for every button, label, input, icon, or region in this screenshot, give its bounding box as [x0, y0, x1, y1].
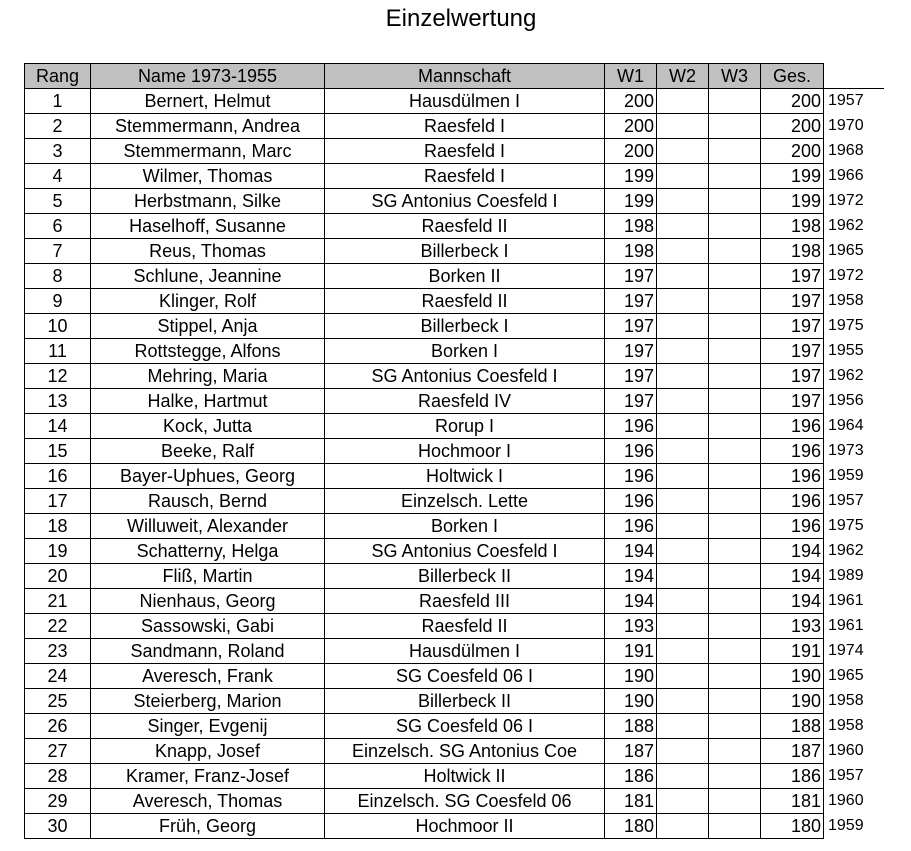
- cell-ges: 194: [761, 589, 824, 614]
- table-row: [25, 764, 884, 789]
- cell-ges: 196: [761, 489, 824, 514]
- cell-name: Kramer, Franz-Josef: [91, 764, 325, 789]
- cell-w3: [709, 539, 761, 564]
- cell-rang: 11: [25, 339, 91, 364]
- cell-rang: 30: [25, 814, 91, 839]
- cell-w2: [657, 314, 709, 339]
- cell-rang: 22: [25, 614, 91, 639]
- cell-w2: [657, 639, 709, 664]
- cell-jahrgang: 1956: [824, 389, 884, 414]
- cell-w1: 197: [605, 314, 657, 339]
- cell-w3: [709, 214, 761, 239]
- table-row: [25, 239, 884, 264]
- cell-rang: 23: [25, 639, 91, 664]
- cell-rang: 15: [25, 439, 91, 464]
- cell-rang: 1: [25, 89, 91, 114]
- cell-rang: 12: [25, 364, 91, 389]
- cell-w1: 197: [605, 389, 657, 414]
- cell-w2: [657, 439, 709, 464]
- cell-rang: 26: [25, 714, 91, 739]
- cell-ges: 193: [761, 614, 824, 639]
- cell-w2: [657, 239, 709, 264]
- header-w1: W1: [605, 64, 657, 89]
- cell-name: Stippel, Anja: [91, 314, 325, 339]
- table-row: [25, 339, 884, 364]
- cell-ges: 186: [761, 764, 824, 789]
- header-ges: Ges.: [761, 64, 824, 89]
- table-row: [25, 114, 884, 139]
- cell-w1: 196: [605, 514, 657, 539]
- cell-mannschaft: Hochmoor I: [325, 439, 605, 464]
- cell-ges: 190: [761, 689, 824, 714]
- table-row: [25, 414, 884, 439]
- cell-rang: 27: [25, 739, 91, 764]
- cell-w2: [657, 364, 709, 389]
- cell-w1: 181: [605, 789, 657, 814]
- cell-w3: [709, 114, 761, 139]
- cell-w2: [657, 589, 709, 614]
- cell-jahrgang: 1966: [824, 164, 884, 189]
- header-mannschaft: Mannschaft: [325, 64, 605, 89]
- cell-rang: 14: [25, 414, 91, 439]
- table-row: [25, 464, 884, 489]
- cell-w3: [709, 89, 761, 114]
- cell-w3: [709, 789, 761, 814]
- table-row: [25, 189, 884, 214]
- cell-mannschaft: SG Coesfeld 06 I: [325, 664, 605, 689]
- cell-ges: 180: [761, 814, 824, 839]
- cell-mannschaft: Holtwick I: [325, 464, 605, 489]
- cell-name: Halke, Hartmut: [91, 389, 325, 414]
- cell-w2: [657, 264, 709, 289]
- cell-w1: 199: [605, 164, 657, 189]
- cell-mannschaft: Einzelsch. SG Antonius Coe: [325, 739, 605, 764]
- header-name: Name 1973-1955: [91, 64, 325, 89]
- cell-jahrgang: 1961: [824, 589, 884, 614]
- cell-rang: 6: [25, 214, 91, 239]
- cell-w2: [657, 764, 709, 789]
- table-row: [25, 539, 884, 564]
- cell-w2: [657, 714, 709, 739]
- cell-w1: 198: [605, 214, 657, 239]
- cell-rang: 8: [25, 264, 91, 289]
- table-row: [25, 389, 884, 414]
- cell-rang: 18: [25, 514, 91, 539]
- cell-rang: 4: [25, 164, 91, 189]
- cell-name: Knapp, Josef: [91, 739, 325, 764]
- cell-rang: 2: [25, 114, 91, 139]
- cell-jahrgang: 1957: [824, 89, 884, 114]
- cell-mannschaft: Billerbeck II: [325, 564, 605, 589]
- cell-name: Wilmer, Thomas: [91, 164, 325, 189]
- cell-w2: [657, 539, 709, 564]
- cell-rang: 25: [25, 689, 91, 714]
- cell-jahrgang: 1989: [824, 564, 884, 589]
- cell-w3: [709, 464, 761, 489]
- table-row: [25, 789, 884, 814]
- cell-ges: 187: [761, 739, 824, 764]
- table-row: [25, 439, 884, 464]
- table-row: [25, 489, 884, 514]
- cell-w2: [657, 414, 709, 439]
- cell-w1: 200: [605, 89, 657, 114]
- page-title: Einzelwertung: [385, 5, 537, 32]
- cell-ges: 199: [761, 189, 824, 214]
- cell-mannschaft: SG Antonius Coesfeld I: [325, 539, 605, 564]
- cell-mannschaft: Borken I: [325, 514, 605, 539]
- cell-w2: [657, 664, 709, 689]
- cell-w1: 196: [605, 464, 657, 489]
- table-row: [25, 314, 884, 339]
- cell-w2: [657, 564, 709, 589]
- cell-w3: [709, 739, 761, 764]
- cell-mannschaft: Raesfeld III: [325, 589, 605, 614]
- cell-ges: 196: [761, 514, 824, 539]
- cell-jahrgang: 1975: [824, 514, 884, 539]
- cell-rang: 20: [25, 564, 91, 589]
- cell-w3: [709, 664, 761, 689]
- cell-rang: 16: [25, 464, 91, 489]
- cell-name: Haselhoff, Susanne: [91, 214, 325, 239]
- cell-w1: 199: [605, 189, 657, 214]
- cell-w2: [657, 789, 709, 814]
- table-row: [25, 589, 884, 614]
- table-row: [25, 664, 884, 689]
- cell-rang: 28: [25, 764, 91, 789]
- cell-mannschaft: Borken II: [325, 264, 605, 289]
- header-rang: Rang: [25, 64, 91, 89]
- cell-jahrgang: 1974: [824, 639, 884, 664]
- cell-jahrgang: 1975: [824, 314, 884, 339]
- cell-w1: 190: [605, 664, 657, 689]
- cell-w3: [709, 589, 761, 614]
- cell-name: Klinger, Rolf: [91, 289, 325, 314]
- cell-w2: [657, 339, 709, 364]
- cell-ges: 191: [761, 639, 824, 664]
- cell-ges: 196: [761, 439, 824, 464]
- cell-mannschaft: Billerbeck I: [325, 239, 605, 264]
- cell-w1: 197: [605, 339, 657, 364]
- table-row: [25, 514, 884, 539]
- cell-w3: [709, 639, 761, 664]
- cell-name: Bernert, Helmut: [91, 89, 325, 114]
- cell-w3: [709, 689, 761, 714]
- cell-mannschaft: Hochmoor II: [325, 814, 605, 839]
- cell-jahrgang: 1957: [824, 764, 884, 789]
- cell-ges: 198: [761, 214, 824, 239]
- cell-jahrgang: 1962: [824, 214, 884, 239]
- cell-w2: [657, 114, 709, 139]
- cell-jahrgang: 1958: [824, 689, 884, 714]
- cell-name: Sandmann, Roland: [91, 639, 325, 664]
- cell-w1: 196: [605, 489, 657, 514]
- cell-w3: [709, 289, 761, 314]
- cell-mannschaft: Raesfeld I: [325, 114, 605, 139]
- cell-ges: 194: [761, 564, 824, 589]
- cell-mannschaft: Raesfeld I: [325, 164, 605, 189]
- cell-mannschaft: Borken I: [325, 339, 605, 364]
- cell-w3: [709, 389, 761, 414]
- cell-mannschaft: Holtwick II: [325, 764, 605, 789]
- cell-mannschaft: SG Antonius Coesfeld I: [325, 189, 605, 214]
- cell-jahrgang: 1958: [824, 714, 884, 739]
- cell-w1: 197: [605, 264, 657, 289]
- cell-w3: [709, 414, 761, 439]
- cell-w2: [657, 489, 709, 514]
- cell-ges: 197: [761, 389, 824, 414]
- cell-w2: [657, 389, 709, 414]
- table-row: [25, 814, 884, 839]
- cell-w1: 196: [605, 439, 657, 464]
- cell-w3: [709, 364, 761, 389]
- cell-w1: 198: [605, 239, 657, 264]
- cell-w1: 191: [605, 639, 657, 664]
- cell-ges: 197: [761, 264, 824, 289]
- header-w3: W3: [709, 64, 761, 89]
- cell-w1: 186: [605, 764, 657, 789]
- cell-jahrgang: 1958: [824, 289, 884, 314]
- cell-name: Beeke, Ralf: [91, 439, 325, 464]
- cell-name: Stemmermann, Marc: [91, 139, 325, 164]
- cell-ges: 198: [761, 239, 824, 264]
- cell-ges: 200: [761, 139, 824, 164]
- cell-rang: 5: [25, 189, 91, 214]
- table-row: [25, 214, 884, 239]
- cell-name: Steierberg, Marion: [91, 689, 325, 714]
- cell-w3: [709, 264, 761, 289]
- cell-ges: 197: [761, 314, 824, 339]
- cell-mannschaft: Rorup I: [325, 414, 605, 439]
- cell-w1: 180: [605, 814, 657, 839]
- cell-name: Singer, Evgenij: [91, 714, 325, 739]
- cell-mannschaft: Einzelsch. Lette: [325, 489, 605, 514]
- cell-mannschaft: Billerbeck I: [325, 314, 605, 339]
- cell-rang: 7: [25, 239, 91, 264]
- cell-rang: 17: [25, 489, 91, 514]
- table-row: [25, 689, 884, 714]
- cell-name: Schatterny, Helga: [91, 539, 325, 564]
- cell-jahrgang: 1973: [824, 439, 884, 464]
- cell-rang: 10: [25, 314, 91, 339]
- cell-name: Stemmermann, Andrea: [91, 114, 325, 139]
- cell-w3: [709, 189, 761, 214]
- cell-ges: 188: [761, 714, 824, 739]
- cell-ges: 190: [761, 664, 824, 689]
- cell-w2: [657, 514, 709, 539]
- cell-w2: [657, 89, 709, 114]
- cell-mannschaft: SG Coesfeld 06 I: [325, 714, 605, 739]
- cell-ges: 197: [761, 364, 824, 389]
- cell-name: Reus, Thomas: [91, 239, 325, 264]
- cell-w2: [657, 189, 709, 214]
- table-row: [25, 714, 884, 739]
- cell-ges: 181: [761, 789, 824, 814]
- cell-w1: 197: [605, 289, 657, 314]
- cell-ges: 197: [761, 339, 824, 364]
- cell-w3: [709, 439, 761, 464]
- cell-rang: 13: [25, 389, 91, 414]
- cell-mannschaft: Raesfeld II: [325, 289, 605, 314]
- cell-jahrgang: 1964: [824, 414, 884, 439]
- cell-rang: 24: [25, 664, 91, 689]
- table-row: [25, 264, 884, 289]
- table-row: [25, 89, 884, 114]
- cell-w1: 190: [605, 689, 657, 714]
- cell-name: Sassowski, Gabi: [91, 614, 325, 639]
- cell-name: Averesch, Thomas: [91, 789, 325, 814]
- cell-mannschaft: SG Antonius Coesfeld I: [325, 364, 605, 389]
- cell-w2: [657, 164, 709, 189]
- cell-w1: 194: [605, 564, 657, 589]
- cell-mannschaft: Raesfeld II: [325, 614, 605, 639]
- cell-mannschaft: Raesfeld I: [325, 139, 605, 164]
- cell-name: Willuweit, Alexander: [91, 514, 325, 539]
- cell-w2: [657, 739, 709, 764]
- cell-jahrgang: 1962: [824, 539, 884, 564]
- cell-rang: 9: [25, 289, 91, 314]
- cell-name: Nienhaus, Georg: [91, 589, 325, 614]
- cell-w2: [657, 689, 709, 714]
- cell-ges: 200: [761, 114, 824, 139]
- cell-w3: [709, 714, 761, 739]
- cell-name: Schlune, Jeannine: [91, 264, 325, 289]
- cell-w2: [657, 139, 709, 164]
- cell-jahrgang: 1959: [824, 464, 884, 489]
- cell-w1: 194: [605, 589, 657, 614]
- cell-w3: [709, 764, 761, 789]
- cell-w1: 194: [605, 539, 657, 564]
- cell-w3: [709, 164, 761, 189]
- cell-ges: 197: [761, 289, 824, 314]
- cell-jahrgang: 1972: [824, 264, 884, 289]
- cell-jahrgang: 1960: [824, 739, 884, 764]
- cell-w3: [709, 339, 761, 364]
- table-row: [25, 739, 884, 764]
- cell-jahrgang: 1957: [824, 489, 884, 514]
- cell-w3: [709, 239, 761, 264]
- cell-name: Herbstmann, Silke: [91, 189, 325, 214]
- table-row: [25, 639, 884, 664]
- cell-w3: [709, 489, 761, 514]
- table-row: [25, 164, 884, 189]
- cell-w2: [657, 464, 709, 489]
- cell-w1: 187: [605, 739, 657, 764]
- cell-jahrgang: 1959: [824, 814, 884, 839]
- cell-name: Rausch, Bernd: [91, 489, 325, 514]
- table-row: [25, 614, 884, 639]
- cell-w3: [709, 814, 761, 839]
- cell-w2: [657, 814, 709, 839]
- cell-name: Früh, Georg: [91, 814, 325, 839]
- cell-w1: 197: [605, 364, 657, 389]
- cell-jahrgang: 1965: [824, 664, 884, 689]
- cell-name: Kock, Jutta: [91, 414, 325, 439]
- cell-name: Averesch, Frank: [91, 664, 325, 689]
- cell-jahrgang: 1965: [824, 239, 884, 264]
- cell-ges: 196: [761, 464, 824, 489]
- cell-ges: 196: [761, 414, 824, 439]
- cell-rang: 21: [25, 589, 91, 614]
- cell-rang: 19: [25, 539, 91, 564]
- cell-jahrgang: 1961: [824, 614, 884, 639]
- cell-w3: [709, 314, 761, 339]
- table-row: [25, 289, 884, 314]
- header-year-empty: [824, 64, 884, 89]
- cell-w1: 188: [605, 714, 657, 739]
- cell-mannschaft: Hausdülmen I: [325, 639, 605, 664]
- cell-w3: [709, 139, 761, 164]
- header-w2: W2: [657, 64, 709, 89]
- cell-mannschaft: Einzelsch. SG Coesfeld 06: [325, 789, 605, 814]
- cell-w1: 193: [605, 614, 657, 639]
- cell-w2: [657, 614, 709, 639]
- cell-rang: 29: [25, 789, 91, 814]
- cell-jahrgang: 1970: [824, 114, 884, 139]
- cell-ges: 199: [761, 164, 824, 189]
- cell-rang: 3: [25, 139, 91, 164]
- cell-w3: [709, 514, 761, 539]
- table-row: [25, 139, 884, 164]
- cell-w3: [709, 614, 761, 639]
- cell-w1: 200: [605, 114, 657, 139]
- cell-jahrgang: 1955: [824, 339, 884, 364]
- cell-jahrgang: 1960: [824, 789, 884, 814]
- cell-jahrgang: 1972: [824, 189, 884, 214]
- cell-w2: [657, 289, 709, 314]
- table-header-row: [25, 64, 884, 89]
- cell-w1: 196: [605, 414, 657, 439]
- cell-name: Bayer-Uphues, Georg: [91, 464, 325, 489]
- table-row: [25, 564, 884, 589]
- cell-w3: [709, 564, 761, 589]
- cell-name: Mehring, Maria: [91, 364, 325, 389]
- results-table: [24, 63, 884, 839]
- cell-mannschaft: Raesfeld IV: [325, 389, 605, 414]
- cell-ges: 194: [761, 539, 824, 564]
- cell-mannschaft: Raesfeld II: [325, 214, 605, 239]
- cell-name: Fliß, Martin: [91, 564, 325, 589]
- table-row: [25, 364, 884, 389]
- cell-w1: 200: [605, 139, 657, 164]
- cell-mannschaft: Billerbeck II: [325, 689, 605, 714]
- cell-w2: [657, 214, 709, 239]
- cell-mannschaft: Hausdülmen I: [325, 89, 605, 114]
- cell-jahrgang: 1968: [824, 139, 884, 164]
- cell-jahrgang: 1962: [824, 364, 884, 389]
- cell-name: Rottstegge, Alfons: [91, 339, 325, 364]
- cell-ges: 200: [761, 89, 824, 114]
